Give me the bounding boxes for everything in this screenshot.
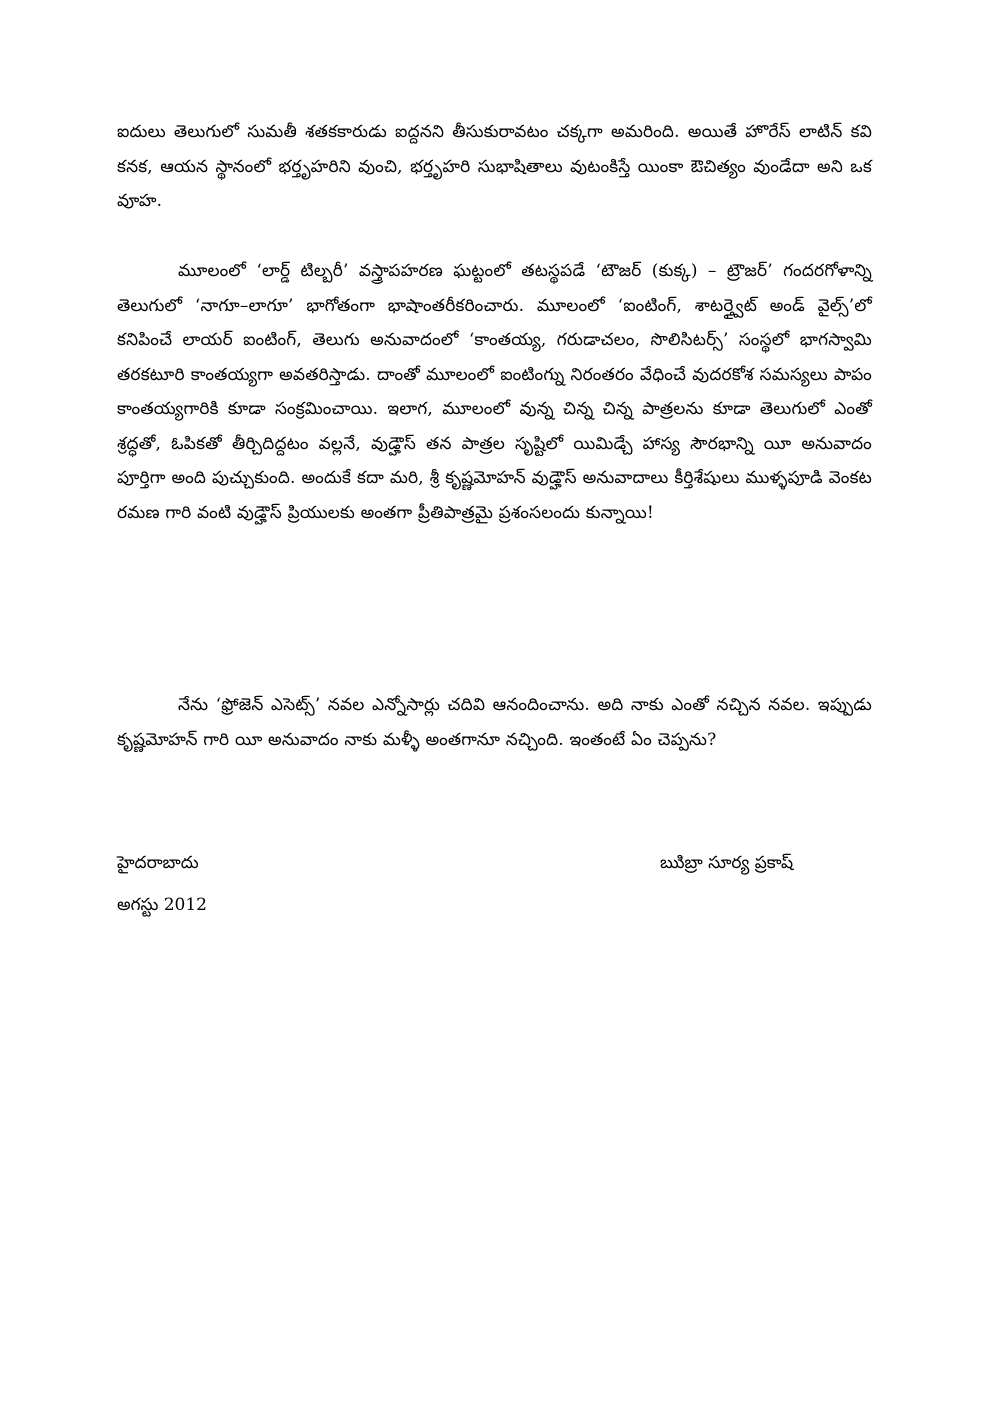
paragraph-translation-examples: మూలంలో ‘లార్డ్ టిల్బరీ’ వస్త్రాపహరణ ఘట్టంలో తటస్థపడే ‘టౌజర్ (కుక్క) – ట్రౌజర్’ గందరగోళాన్ని తెలుగులో ‘నాగూ–లాగూ’ భాగోతంగా భాషాంతరీకరించారు. మూలంలో ‘ఐంటింగ్, శాటర్త్వైట్ అండ్ వైల్స్’లో కనిపించే లాయర్ ఐంటింగ్, తెలుగు అనువాదంలో ‘కాంతయ్య, గరుడాచలం, సొలిసిటర్స్’ సంస్థలో భాగస్వామి తరకటూరి కాంతయ్యగా అవతరిస్తాడు. దాంతో మూలంలో ఐంటింగ్ను నిరంతరం వేధించే వుదరకోశ సమస్యలు పాపం కాంతయ్యగారికి కూడా సంక్రమించాయి. ఇలాగ, మూలంలో వున్న చిన్న చిన్న పాత్రలను కూడా తెలుగులో ఎంతో శ్రద్ధతో, ఓపికతో తీర్చిదిద్దటం వల్లనే, వుడ్హౌస్ తన పాత్రల సృష్టిలో యిమిడ్చే హాస్య సౌరభాన్ని యీ అనువాదం పూర్తిగా అంది పుచ్చుకుంది. అందుకే కదా మరి, శ్రీ కృష్ణమోహన్ వుడ్హౌస్ అనువాదాలు కీర్తిశేషులు ముళ్ళపూడి వెంకట రమణ గారి వంటి వుడ్హౌస్ ప్రియులకు అంతగా ప్రీతిపాత్రమై ప్రశంసలందు కున్నాయి!	[117, 261, 872, 523]
paragraph-sumati-satakam: ఐదులు తెలుగులో సుమతీ శతకకారుడు ఐద్దనని తీసుకురావటం చక్కగా అమరింది. అయితే హొరేస్ లాటిన్ కవి కనక, ఆయన స్థానంలో భర్తృహరిని వుంచి, భర్తృహరి సుభాషితాలు వుటంకిస్తే యింకా ఔచిత్యం వుండేదా అని ఒక వూహ.	[117, 122, 872, 211]
signature-place: హైదరాబాదు	[117, 853, 199, 873]
signature-author: ఋిబ్రా సూర్య ప్రకాష్	[660, 853, 794, 873]
paragraph-frozen-assets: నేను ‘ఫ్రోజెన్ ఎసెట్స్’ నవల ఎన్నోసార్లు చదివి ఆనందించాను. అది నాకు ఎంతో నచ్చిన నవల. ఇప్పుడు కృష్ణమోహన్ గారి యీ అనువాదం నాకు మళ్ళీ అంతగానూ నచ్చింది. ఇంతంటే ఏం చెప్పను?	[117, 695, 872, 750]
signature-date: అగస్టు 2012	[117, 895, 207, 915]
